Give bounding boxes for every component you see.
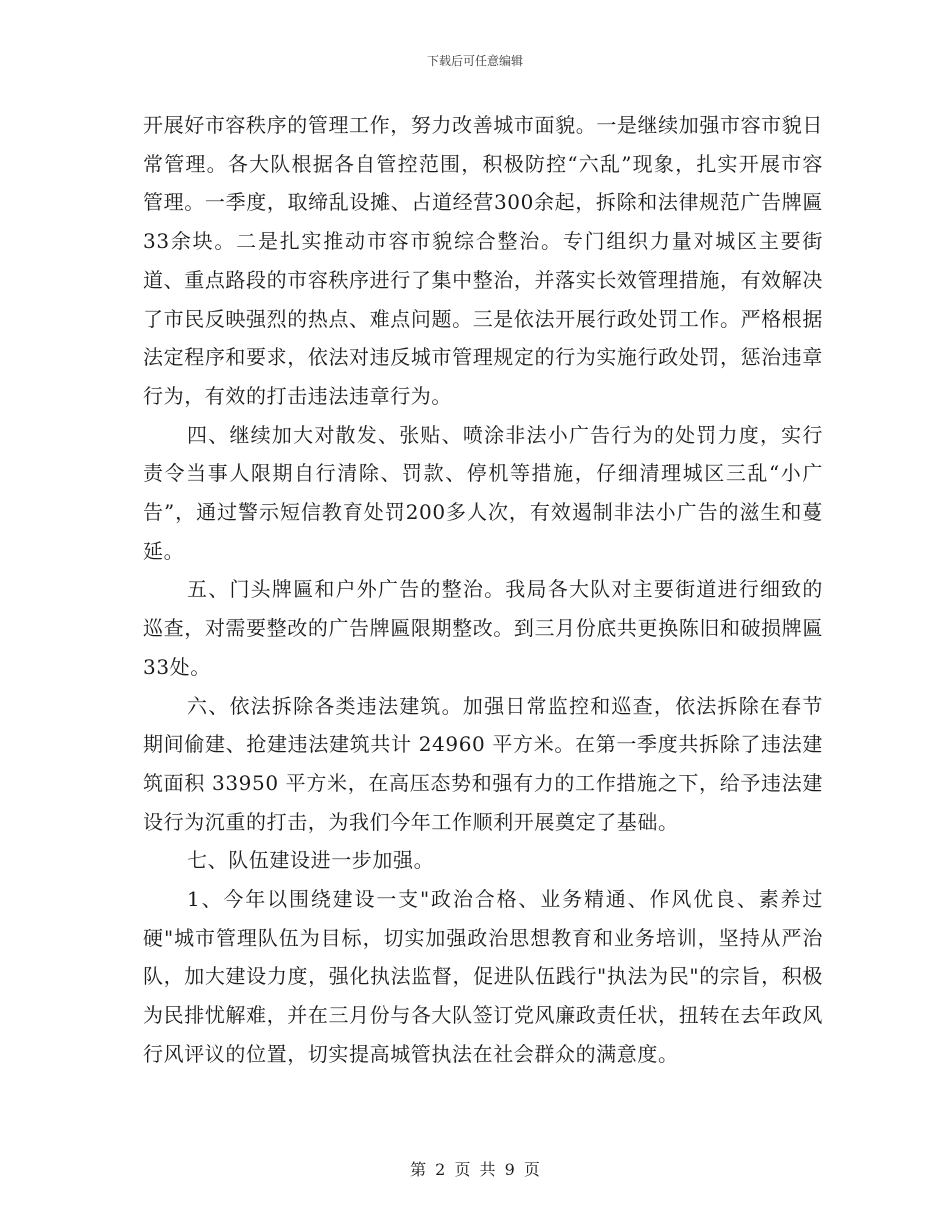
page-header: 下载后可任意编辑 [426,54,523,68]
paragraph-illegal-buildings: 六、依法拆除各类违法建筑。加强日常监控和巡查，依法拆除在春节期间偷建、抢建违法建筑共计 24960 平方米。在第一季度共拆除了违法建筑面积 33950 平方米，在高压态势和强有力的工作措施之下，给予违法建设行为沉重的打击，为我们今年工作顺利开展奠定了基础。 [143,693,823,834]
document-body [143,106,823,1074]
paragraph-city-appearance: 开展好市容秩序的管理工作，努力改善城市面貌。一是继续加强市容市貌日常管理。各大队根据各自管控范围，积极防控“六乱”现象，扎实开展市容管理。一季度，取缔乱设摊、占道经营300余起，拆除和法律规范广告牌匾33余块。二是扎实推动市容市貌综合整治。专门组织力量对城区主要街道、重点路段的市容秩序进行了集中整治，并落实长效管理措施，有效解决了市民反映强烈的热点、难点问题。三是依法开展行政处罚工作。严格根据法定程序和要求，依法对违反城市管理规定的行为实施行政处罚，惩治违章行为，有效的打击违法违章行为。 [143,113,823,408]
paragraph-signboards: 五、门头牌匾和户外广告的整治。我局各大队对主要街道进行细致的巡查，对需要整改的广告牌匾限期整改。到三月份底共更换陈旧和破损牌匾33处。 [143,577,823,679]
paragraph-team-building-heading: 七、队伍建设进一步加强。 [187,848,435,873]
paragraph-small-ads: 四、继续加大对散发、张贴、喷涂非法小广告行为的处罚力度，实行责令当事人限期自行清除、罚款、停机等措施，仔细清理城区三乱“小广告”，通过警示短信教育处罚200多人次，有效遏制非法小广告的滋生和蔓延。 [143,422,823,563]
page-number: 第 2 页 共 9 页 [410,1160,540,1179]
paragraph-team-building-item-1: 1、今年以围绕建设一支"政治合格、业务精通、作风优良、素养过硬"城市管理队伍为目标，切实加强政治思想教育和业务培训，坚持从严治队，加大建设力度，强化执法监督，促进队伍践行"执法为民"的宗旨，积极为民排忧解难，并在三月份与各大队签订党风廉政责任状，扭转在去年政风行风评议的位置，切实提高城管执法在社会群众的满意度。 [143,887,823,1066]
